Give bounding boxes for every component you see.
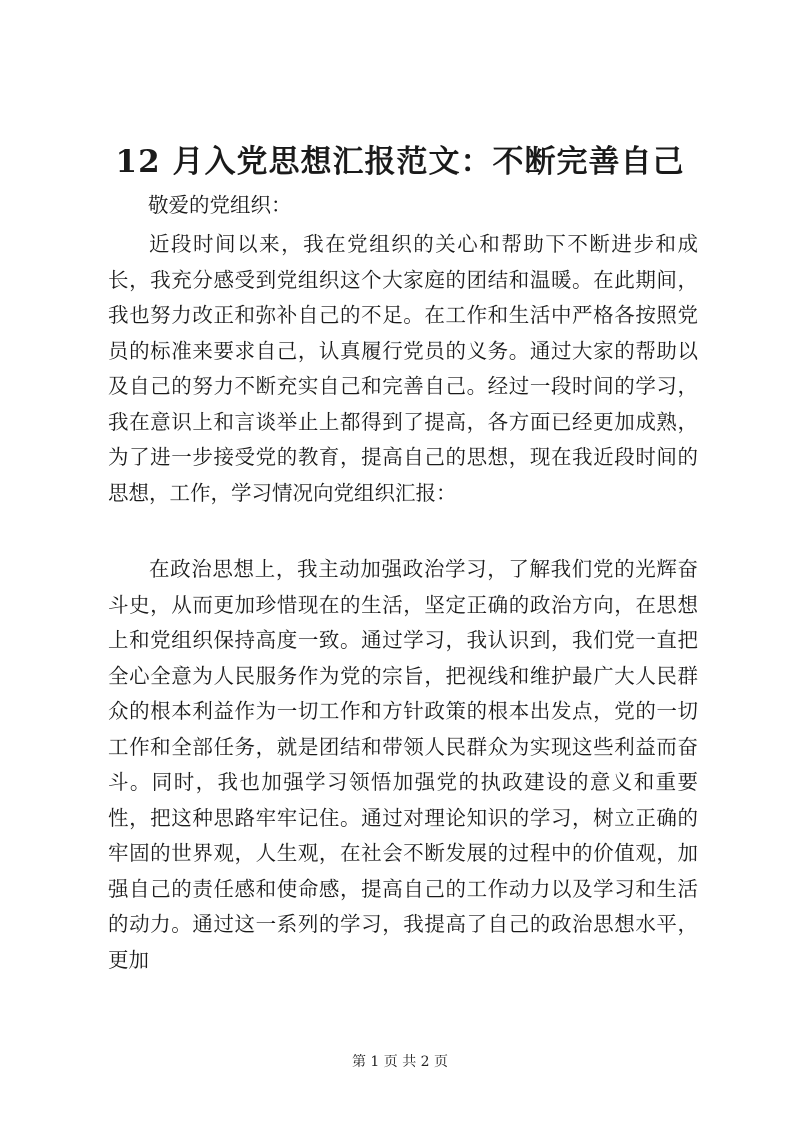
body-paragraph-2-block — [108, 552, 698, 978]
page-number-footer: 第 1 页 共 2 页 — [351, 1054, 449, 1070]
document-title: 12 月入党思想汇报范文：不断完善自己 — [115, 144, 685, 180]
salutation: 敬爱的党组织： — [148, 193, 292, 217]
body-paragraph: 近段时间以来，我在党组织的关心和帮助下不断进步和成长，我充分感受到党组织这个大家庭的团结和温暖。在此期间，我也努力改正和弥补自己的不足。在工作和生活中严格各按照党员的标准来要求自己，认真履行党员的义务。通过大家的帮助以及自己的努力不断充实自己和完善自己。经过一段时间的学习，我在意识上和言谈举止上都得到了提高，各方面已经更加成熟，为了进一步接受党的教育，提高自己的思想，现在我近段时间的思想，工作，学习情况向党组织汇报： — [108, 232, 698, 505]
body-paragraph: 在政治思想上，我主动加强政治学习，了解我们党的光辉奋斗史，从而更加珍惜现在的生活，坚定正确的政治方向，在思想上和党组织保持高度一致。通过学习，我认识到，我们党一直把全心全意为人民服务作为党的宗旨，把视线和维护最广大人民群众的根本利益作为一切工作和方针政策的根本出发点，党的一切工作和全部任务，就是团结和带领人民群众为实现这些利益而奋斗。同时，我也加强学习领悟加强党的执政建设的意义和重要性，把这种思路牢牢记住。通过对理论知识的学习，树立正确的牢固的世界观，人生观，在社会不断发展的过程中的价值观，加强自己的责任感和使命感，提高自己的工作动力以及学习和生活的动力。通过这一系列的学习，我提高了自己的政治思想水平，更加 — [108, 557, 698, 972]
body-paragraph-1-block — [108, 227, 698, 511]
